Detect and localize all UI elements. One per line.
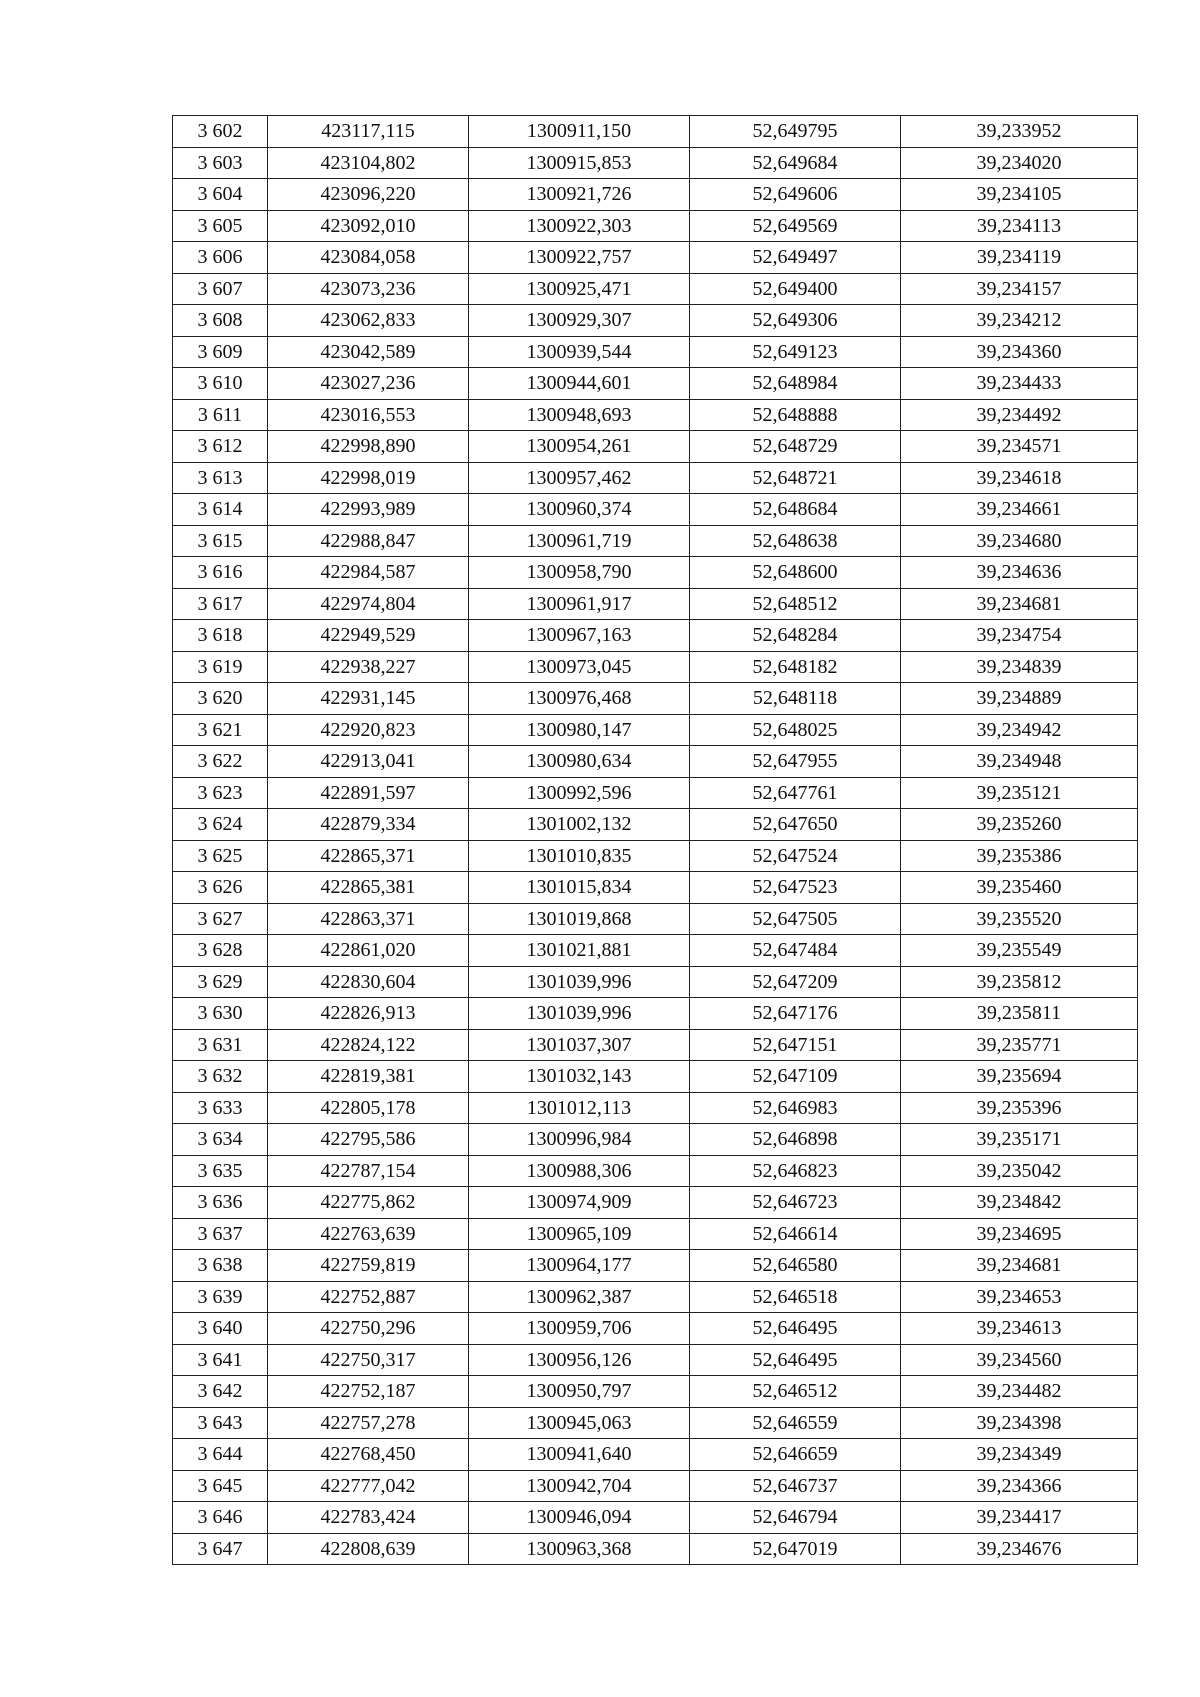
x-coordinate-cell: 422752,887 [268,1281,469,1313]
x-coordinate-cell: 422777,042 [268,1470,469,1502]
longitude-cell: 39,234360 [901,336,1138,368]
longitude-cell: 39,235121 [901,777,1138,809]
longitude-cell: 39,234842 [901,1187,1138,1219]
x-coordinate-cell: 422819,381 [268,1061,469,1093]
table-row [173,714,1138,746]
point-number-cell: 3 631 [173,1029,268,1061]
x-coordinate-cell: 422824,122 [268,1029,469,1061]
y-coordinate-cell: 1300941,640 [469,1439,690,1471]
table-row [173,1029,1138,1061]
latitude-cell: 52,649306 [690,305,901,337]
y-coordinate-cell: 1300950,797 [469,1376,690,1408]
table-row [173,903,1138,935]
latitude-cell: 52,647209 [690,966,901,998]
y-coordinate-cell: 1300960,374 [469,494,690,526]
x-coordinate-cell: 423042,589 [268,336,469,368]
x-coordinate-cell: 422993,989 [268,494,469,526]
table-row [173,336,1138,368]
table-row [173,1061,1138,1093]
x-coordinate-cell: 423084,058 [268,242,469,274]
y-coordinate-cell: 1300946,094 [469,1502,690,1534]
latitude-cell: 52,648284 [690,620,901,652]
table-row [173,683,1138,715]
y-coordinate-cell: 1300954,261 [469,431,690,463]
x-coordinate-cell: 423096,220 [268,179,469,211]
table-row [173,1187,1138,1219]
table-row [173,179,1138,211]
table-row [173,872,1138,904]
point-number-cell: 3 623 [173,777,268,809]
table-row [173,1376,1138,1408]
latitude-cell: 52,648984 [690,368,901,400]
table-row [173,147,1138,179]
x-coordinate-cell: 423016,553 [268,399,469,431]
table-row [173,210,1138,242]
longitude-cell: 39,235771 [901,1029,1138,1061]
longitude-cell: 39,234695 [901,1218,1138,1250]
table-row [173,1470,1138,1502]
point-number-cell: 3 642 [173,1376,268,1408]
x-coordinate-cell: 423062,833 [268,305,469,337]
table-row [173,966,1138,998]
longitude-cell: 39,234948 [901,746,1138,778]
point-number-cell: 3 614 [173,494,268,526]
table-row [173,399,1138,431]
longitude-cell: 39,234417 [901,1502,1138,1534]
x-coordinate-cell: 422757,278 [268,1407,469,1439]
point-number-cell: 3 639 [173,1281,268,1313]
y-coordinate-cell: 1300973,045 [469,651,690,683]
longitude-cell: 39,234349 [901,1439,1138,1471]
longitude-cell: 39,234681 [901,588,1138,620]
x-coordinate-cell: 422865,381 [268,872,469,904]
x-coordinate-cell: 422830,604 [268,966,469,998]
point-number-cell: 3 625 [173,840,268,872]
longitude-cell: 39,233952 [901,116,1138,148]
x-coordinate-cell: 422998,890 [268,431,469,463]
longitude-cell: 39,235386 [901,840,1138,872]
latitude-cell: 52,649569 [690,210,901,242]
longitude-cell: 39,234680 [901,525,1138,557]
latitude-cell: 52,647176 [690,998,901,1030]
point-number-cell: 3 636 [173,1187,268,1219]
y-coordinate-cell: 1301002,132 [469,809,690,841]
latitude-cell: 52,647505 [690,903,901,935]
latitude-cell: 52,647650 [690,809,901,841]
y-coordinate-cell: 1301021,881 [469,935,690,967]
longitude-cell: 39,234157 [901,273,1138,305]
latitude-cell: 52,647523 [690,872,901,904]
table-row [173,588,1138,620]
latitude-cell: 52,647955 [690,746,901,778]
longitude-cell: 39,234661 [901,494,1138,526]
point-number-cell: 3 621 [173,714,268,746]
y-coordinate-cell: 1300929,307 [469,305,690,337]
longitude-cell: 39,234839 [901,651,1138,683]
longitude-cell: 39,234212 [901,305,1138,337]
longitude-cell: 39,234492 [901,399,1138,431]
x-coordinate-cell: 422752,187 [268,1376,469,1408]
y-coordinate-cell: 1300961,719 [469,525,690,557]
y-coordinate-cell: 1300956,126 [469,1344,690,1376]
point-number-cell: 3 626 [173,872,268,904]
table-row [173,840,1138,872]
table-row [173,935,1138,967]
latitude-cell: 52,648729 [690,431,901,463]
point-number-cell: 3 632 [173,1061,268,1093]
table-row [173,1281,1138,1313]
point-number-cell: 3 630 [173,998,268,1030]
longitude-cell: 39,234889 [901,683,1138,715]
point-number-cell: 3 637 [173,1218,268,1250]
y-coordinate-cell: 1301015,834 [469,872,690,904]
y-coordinate-cell: 1300996,984 [469,1124,690,1156]
y-coordinate-cell: 1300915,853 [469,147,690,179]
latitude-cell: 52,647524 [690,840,901,872]
latitude-cell: 52,648025 [690,714,901,746]
y-coordinate-cell: 1300980,147 [469,714,690,746]
longitude-cell: 39,234613 [901,1313,1138,1345]
latitude-cell: 52,648638 [690,525,901,557]
longitude-cell: 39,235811 [901,998,1138,1030]
latitude-cell: 52,646614 [690,1218,901,1250]
y-coordinate-cell: 1300992,596 [469,777,690,809]
latitude-cell: 52,648721 [690,462,901,494]
latitude-cell: 52,647761 [690,777,901,809]
longitude-cell: 39,234681 [901,1250,1138,1282]
x-coordinate-cell: 422750,296 [268,1313,469,1345]
table-row [173,525,1138,557]
latitude-cell: 52,649123 [690,336,901,368]
y-coordinate-cell: 1300962,387 [469,1281,690,1313]
x-coordinate-cell: 422863,371 [268,903,469,935]
x-coordinate-cell: 422931,145 [268,683,469,715]
latitude-cell: 52,646737 [690,1470,901,1502]
x-coordinate-cell: 422913,041 [268,746,469,778]
table-row [173,1407,1138,1439]
latitude-cell: 52,649795 [690,116,901,148]
table-row [173,305,1138,337]
point-number-cell: 3 629 [173,966,268,998]
latitude-cell: 52,646512 [690,1376,901,1408]
y-coordinate-cell: 1300974,909 [469,1187,690,1219]
longitude-cell: 39,235260 [901,809,1138,841]
point-number-cell: 3 627 [173,903,268,935]
latitude-cell: 52,646983 [690,1092,901,1124]
table-row [173,1092,1138,1124]
longitude-cell: 39,235460 [901,872,1138,904]
table-row [173,1155,1138,1187]
x-coordinate-cell: 422949,529 [268,620,469,652]
longitude-cell: 39,235171 [901,1124,1138,1156]
latitude-cell: 52,646898 [690,1124,901,1156]
y-coordinate-cell: 1300944,601 [469,368,690,400]
latitude-cell: 52,647484 [690,935,901,967]
y-coordinate-cell: 1301032,143 [469,1061,690,1093]
latitude-cell: 52,646495 [690,1313,901,1345]
table-row [173,1533,1138,1565]
table-row [173,1439,1138,1471]
y-coordinate-cell: 1300976,468 [469,683,690,715]
y-coordinate-cell: 1301039,996 [469,998,690,1030]
x-coordinate-cell: 422826,913 [268,998,469,1030]
point-number-cell: 3 645 [173,1470,268,1502]
x-coordinate-cell: 423027,236 [268,368,469,400]
point-number-cell: 3 608 [173,305,268,337]
longitude-cell: 39,235520 [901,903,1138,935]
x-coordinate-cell: 423073,236 [268,273,469,305]
y-coordinate-cell: 1300921,726 [469,179,690,211]
coordinates-table [172,115,1138,1565]
latitude-cell: 52,648512 [690,588,901,620]
point-number-cell: 3 602 [173,116,268,148]
point-number-cell: 3 606 [173,242,268,274]
latitude-cell: 52,646723 [690,1187,901,1219]
point-number-cell: 3 620 [173,683,268,715]
latitude-cell: 52,648118 [690,683,901,715]
y-coordinate-cell: 1300939,544 [469,336,690,368]
y-coordinate-cell: 1300942,704 [469,1470,690,1502]
table-row [173,273,1138,305]
point-number-cell: 3 638 [173,1250,268,1282]
point-number-cell: 3 628 [173,935,268,967]
longitude-cell: 39,234653 [901,1281,1138,1313]
latitude-cell: 52,647019 [690,1533,901,1565]
latitude-cell: 52,648684 [690,494,901,526]
y-coordinate-cell: 1300980,634 [469,746,690,778]
table-row [173,620,1138,652]
longitude-cell: 39,234754 [901,620,1138,652]
y-coordinate-cell: 1301010,835 [469,840,690,872]
point-number-cell: 3 613 [173,462,268,494]
point-number-cell: 3 622 [173,746,268,778]
longitude-cell: 39,234119 [901,242,1138,274]
longitude-cell: 39,234636 [901,557,1138,589]
y-coordinate-cell: 1300967,163 [469,620,690,652]
latitude-cell: 52,649497 [690,242,901,274]
table-row [173,1313,1138,1345]
table-row [173,557,1138,589]
point-number-cell: 3 635 [173,1155,268,1187]
x-coordinate-cell: 422861,020 [268,935,469,967]
x-coordinate-cell: 423104,802 [268,147,469,179]
x-coordinate-cell: 422808,639 [268,1533,469,1565]
x-coordinate-cell: 422763,639 [268,1218,469,1250]
y-coordinate-cell: 1301019,868 [469,903,690,935]
table-row [173,431,1138,463]
table-row [173,998,1138,1030]
point-number-cell: 3 633 [173,1092,268,1124]
latitude-cell: 52,646495 [690,1344,901,1376]
longitude-cell: 39,234482 [901,1376,1138,1408]
longitude-cell: 39,234113 [901,210,1138,242]
point-number-cell: 3 624 [173,809,268,841]
point-number-cell: 3 612 [173,431,268,463]
y-coordinate-cell: 1300922,303 [469,210,690,242]
longitude-cell: 39,234020 [901,147,1138,179]
y-coordinate-cell: 1300961,917 [469,588,690,620]
table-row [173,242,1138,274]
table-row [173,368,1138,400]
latitude-cell: 52,646823 [690,1155,901,1187]
point-number-cell: 3 619 [173,651,268,683]
y-coordinate-cell: 1300963,368 [469,1533,690,1565]
table-row [173,494,1138,526]
point-number-cell: 3 615 [173,525,268,557]
y-coordinate-cell: 1300957,462 [469,462,690,494]
longitude-cell: 39,235549 [901,935,1138,967]
table-row [173,746,1138,778]
longitude-cell: 39,234560 [901,1344,1138,1376]
x-coordinate-cell: 422974,804 [268,588,469,620]
table-row [173,777,1138,809]
point-number-cell: 3 603 [173,147,268,179]
x-coordinate-cell: 423092,010 [268,210,469,242]
y-coordinate-cell: 1300964,177 [469,1250,690,1282]
table-row [173,651,1138,683]
x-coordinate-cell: 422768,450 [268,1439,469,1471]
longitude-cell: 39,235694 [901,1061,1138,1093]
x-coordinate-cell: 422988,847 [268,525,469,557]
y-coordinate-cell: 1300958,790 [469,557,690,589]
latitude-cell: 52,649400 [690,273,901,305]
table-row [173,116,1138,148]
longitude-cell: 39,235396 [901,1092,1138,1124]
table-row [173,1124,1138,1156]
longitude-cell: 39,234676 [901,1533,1138,1565]
point-number-cell: 3 607 [173,273,268,305]
y-coordinate-cell: 1300965,109 [469,1218,690,1250]
x-coordinate-cell: 422879,334 [268,809,469,841]
latitude-cell: 52,648182 [690,651,901,683]
point-number-cell: 3 640 [173,1313,268,1345]
latitude-cell: 52,646794 [690,1502,901,1534]
x-coordinate-cell: 422783,424 [268,1502,469,1534]
table-row [173,1250,1138,1282]
point-number-cell: 3 609 [173,336,268,368]
point-number-cell: 3 641 [173,1344,268,1376]
latitude-cell: 52,649606 [690,179,901,211]
point-number-cell: 3 646 [173,1502,268,1534]
y-coordinate-cell: 1300959,706 [469,1313,690,1345]
y-coordinate-cell: 1300945,063 [469,1407,690,1439]
point-number-cell: 3 644 [173,1439,268,1471]
longitude-cell: 39,235812 [901,966,1138,998]
y-coordinate-cell: 1300911,150 [469,116,690,148]
latitude-cell: 52,646659 [690,1439,901,1471]
point-number-cell: 3 605 [173,210,268,242]
latitude-cell: 52,646580 [690,1250,901,1282]
y-coordinate-cell: 1300922,757 [469,242,690,274]
point-number-cell: 3 610 [173,368,268,400]
table-row [173,1344,1138,1376]
point-number-cell: 3 618 [173,620,268,652]
x-coordinate-cell: 422750,317 [268,1344,469,1376]
table-row [173,1502,1138,1534]
latitude-cell: 52,648600 [690,557,901,589]
y-coordinate-cell: 1300948,693 [469,399,690,431]
x-coordinate-cell: 422759,819 [268,1250,469,1282]
longitude-cell: 39,234105 [901,179,1138,211]
x-coordinate-cell: 422775,862 [268,1187,469,1219]
point-number-cell: 3 634 [173,1124,268,1156]
longitude-cell: 39,234618 [901,462,1138,494]
y-coordinate-cell: 1301012,113 [469,1092,690,1124]
x-coordinate-cell: 423117,115 [268,116,469,148]
table-row [173,809,1138,841]
longitude-cell: 39,234942 [901,714,1138,746]
y-coordinate-cell: 1301037,307 [469,1029,690,1061]
longitude-cell: 39,234366 [901,1470,1138,1502]
point-number-cell: 3 643 [173,1407,268,1439]
point-number-cell: 3 616 [173,557,268,589]
y-coordinate-cell: 1300988,306 [469,1155,690,1187]
point-number-cell: 3 604 [173,179,268,211]
table-row [173,1218,1138,1250]
x-coordinate-cell: 422795,586 [268,1124,469,1156]
table-row [173,462,1138,494]
coordinates-table-body [173,116,1138,1565]
x-coordinate-cell: 422891,597 [268,777,469,809]
longitude-cell: 39,234571 [901,431,1138,463]
latitude-cell: 52,646559 [690,1407,901,1439]
point-number-cell: 3 611 [173,399,268,431]
longitude-cell: 39,234433 [901,368,1138,400]
latitude-cell: 52,647109 [690,1061,901,1093]
x-coordinate-cell: 422787,154 [268,1155,469,1187]
x-coordinate-cell: 422920,823 [268,714,469,746]
x-coordinate-cell: 422938,227 [268,651,469,683]
y-coordinate-cell: 1301039,996 [469,966,690,998]
longitude-cell: 39,235042 [901,1155,1138,1187]
point-number-cell: 3 647 [173,1533,268,1565]
x-coordinate-cell: 422805,178 [268,1092,469,1124]
point-number-cell: 3 617 [173,588,268,620]
y-coordinate-cell: 1300925,471 [469,273,690,305]
longitude-cell: 39,234398 [901,1407,1138,1439]
x-coordinate-cell: 422865,371 [268,840,469,872]
latitude-cell: 52,647151 [690,1029,901,1061]
latitude-cell: 52,646518 [690,1281,901,1313]
x-coordinate-cell: 422998,019 [268,462,469,494]
x-coordinate-cell: 422984,587 [268,557,469,589]
latitude-cell: 52,649684 [690,147,901,179]
latitude-cell: 52,648888 [690,399,901,431]
